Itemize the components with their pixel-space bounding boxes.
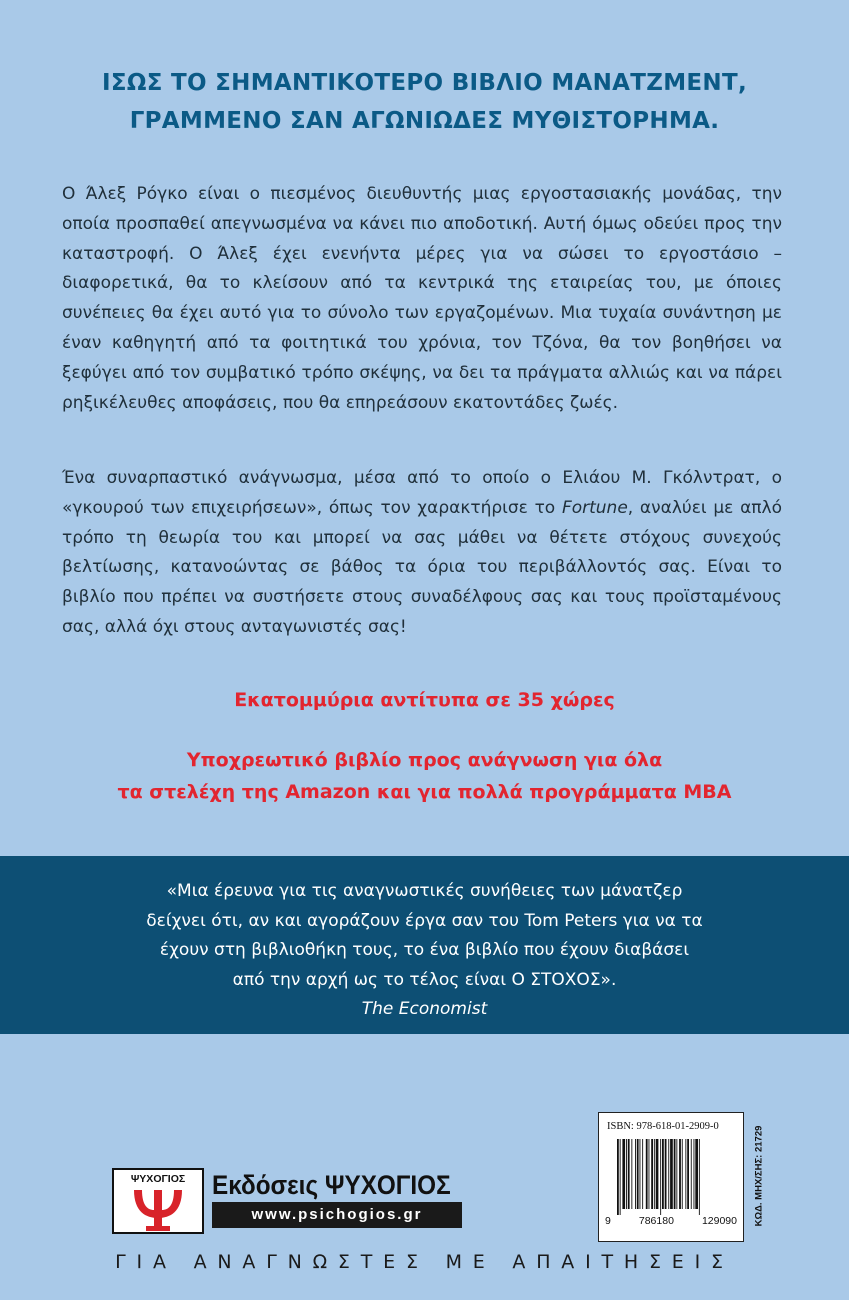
fortune-italic: Fortune [561,497,628,518]
quote-line-3: έχουν στη βιβλιοθήκη τους, το ένα βιβλίο που έχουν διαβάσει [159,940,690,960]
quote-line-2: δείχνει ότι, αν και αγοράζουν έργα σαν του Tom Peters για να τα [146,910,703,931]
economist-quote [0,877,849,1025]
product-code [752,1112,766,1240]
praise-paragraph [62,464,782,643]
copies-highlight: Εκατομμύρια αντίτυπα σε 35 χώρες [234,689,615,711]
praise-text-before: Ένα συναρπαστικό ανάγνωσμα, μέσα από το οποίο ο Ελιάου Μ. Γκόλντρατ, ο «γκουρού των επιχειρήσεων», όπως τον χαρακτήρισε το [62,468,782,518]
barcode-digits-left: 786180 [638,1215,674,1227]
barcode-digits [605,1215,737,1227]
praise-text-after: , αναλύει με απλό τρόπο τη θεωρία του και μπορεί να σας μάθει να θέτετε στόχους συνεχούς βελτίωσης, κατανοώντας σε βάθος τα όρια του περιβάλλοντός σας. Είναι το βιβλίο που πρέπει να συστήσετε στους συναδέλφους σας και τους προϊσταμένους σας, αλλά όχι στους ανταγωνιστές σας! [62,497,782,637]
quote-line-4: από την αρχή ως το τέλος είναι Ο ΣΤΟΧΟΣ». [232,969,617,990]
product-code-text: ΚΩΔ. ΜΗΧ/ΣΗΣ: 21729 [753,1125,765,1227]
barcode-digits-right: 129090 [701,1215,737,1227]
amazon-highlight-line-2: τα στελέχη της Amazon και για πολλά προγράμματα MBA [117,781,732,803]
barcode-icon [617,1139,725,1215]
tagline: ΓΙΑ ΑΝΑΓΝΩΣΤΕΣ ΜΕ ΑΠΑΙΤΗΣΕΙΣ [115,1251,734,1273]
barcode-box [598,1112,744,1242]
publisher-logo-icon [112,1168,204,1234]
headline-line-2: ΓΡΑΜΜΕΝΟ ΣΑΝ ΑΓΩΝΙΩΔΕΣ ΜΥΘΙΣΤΟΡΗΜΑ. [129,108,720,134]
barcode-digit-first: 9 [605,1215,611,1227]
quote-line-1: «Μια έρευνα για τις αναγνωστικές συνήθειες των μάνατζερ [166,881,683,901]
amazon-highlight [0,744,849,808]
quote-source: The Economist [361,999,488,1019]
synopsis-paragraph: Ο Άλεξ Ρόγκο είναι ο πιεσμένος διευθυντής μιας εργοστασιακής μονάδας, την οποία προσπαθεί απεγνωσμένα να κάνει πιο αποδοτική. Αυτή όμως οδεύει προς την καταστροφή. Ο Άλεξ έχει ενενήντα μέρες για να σώσει το εργοστάσιο – διαφορετικά, θα το κλείσουν από τα κεντρικά της εταιρείας του, με όποιες συνέπειες θα έχει αυτό για το σύνολο των εργαζομένων. Μια τυχαία συνάντηση με έναν καθηγητή από τα φοιτητικά του χρόνια, τον Τζόνα, θα τον βοηθήσει να ξεφύγει από τον συμβατικό τρόπο σκέψης, να δει τα πράγματα αλλιώς και να πάρει ρηξικέλευθες αποφάσεις, που θα επηρεάσουν εκατοντάδες ζωές. [62,184,782,413]
logo-text: ΨΥΧΟΓΙΟΣ [130,1173,186,1185]
publisher-name: Εκδόσεις ΨΥΧΟΓΙΟΣ [212,1170,451,1200]
headline-line-1: ΙΣΩΣ ΤΟ ΣΗΜΑΝΤΙΚΟΤΕΡΟ ΒΙΒΛΙΟ ΜΑΝΑΤΖΜΕΝΤ, [101,70,748,96]
amazon-highlight-line-1: Υποχρεωτικό βιβλίο προς ανάγνωση για όλα [186,749,663,771]
isbn-label: ISBN: 978-618-01-2909-0 [607,1121,719,1132]
headline [0,64,849,140]
publisher-url: www.psichogios.gr [212,1202,462,1228]
